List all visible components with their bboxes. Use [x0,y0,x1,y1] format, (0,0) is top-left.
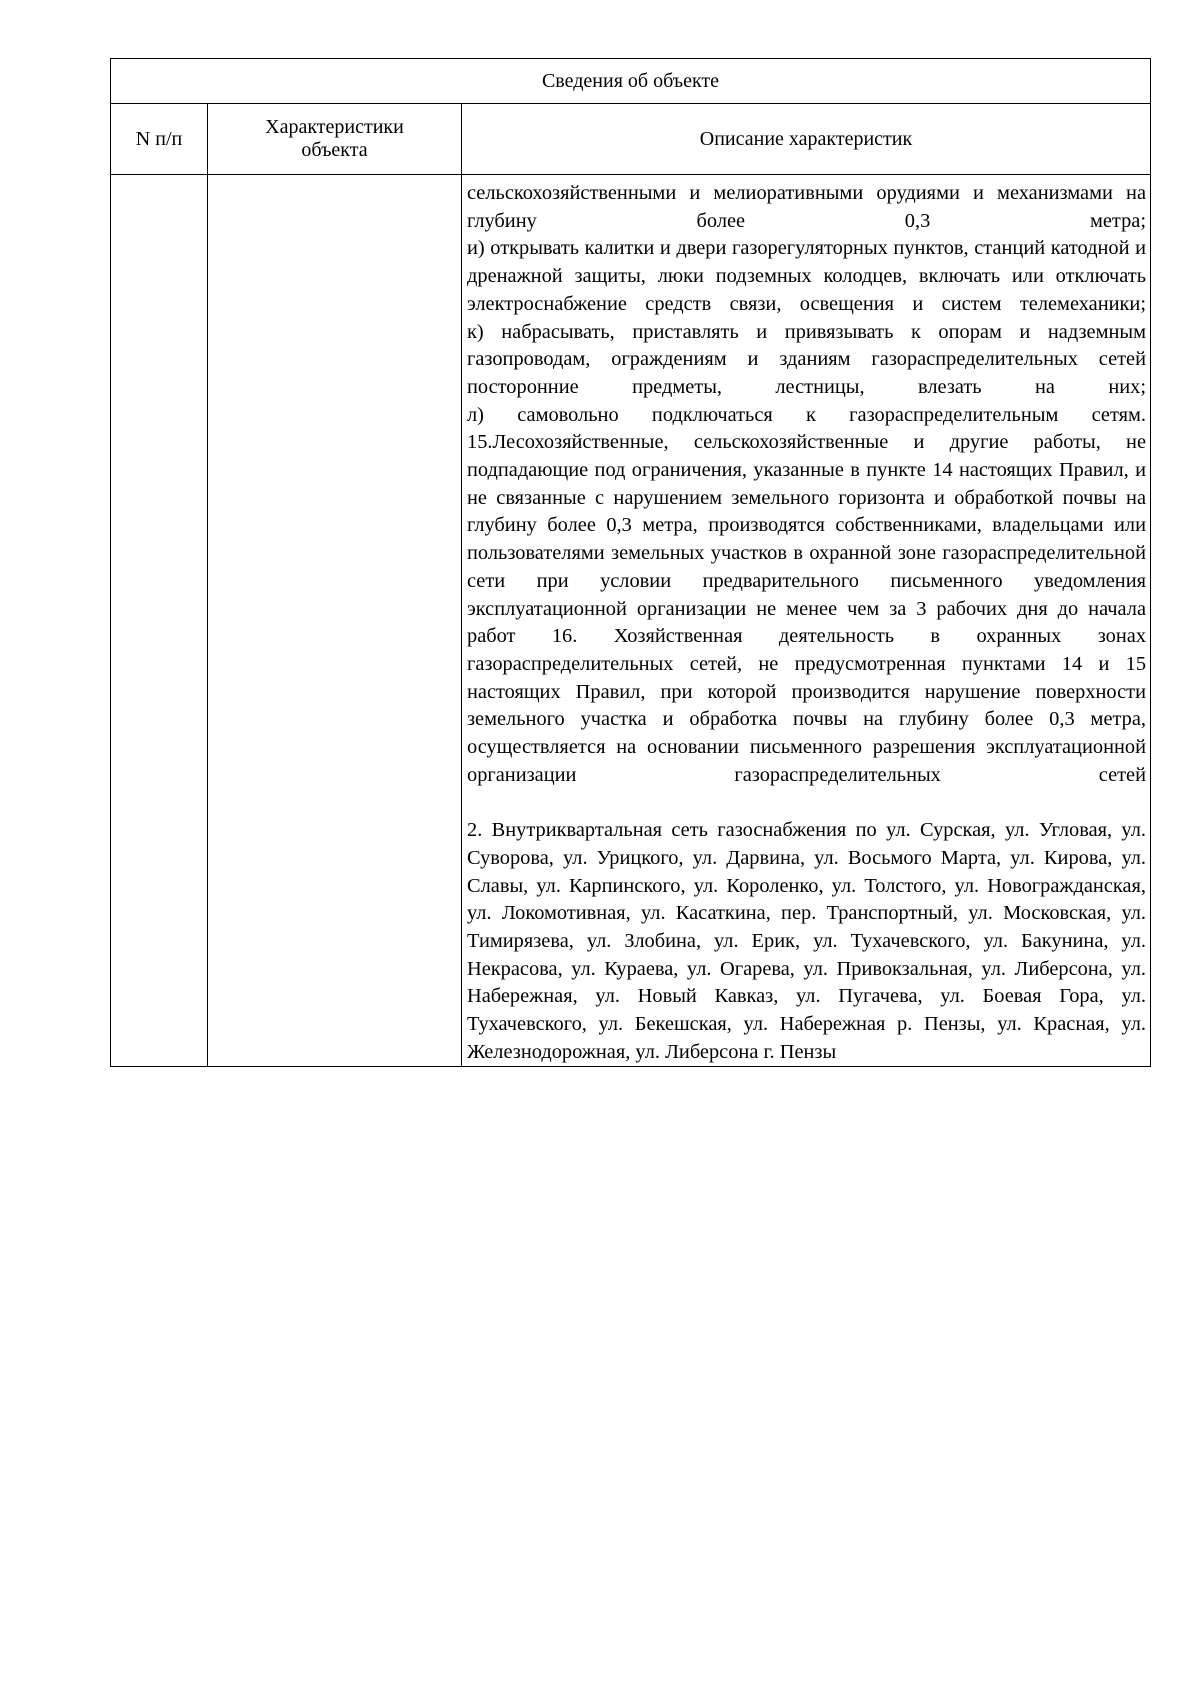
header-description: Описание характеристик [462,104,1151,175]
object-info-table [110,58,1151,1067]
description-paragraph: 2. Внутриквартальная сеть газоснабжения по ул. Сурская, ул. Угловая, ул. Суворова, ул. Урицкого, ул. Дарвина, ул. Восьмого Марта, ул. Кирова, ул. Славы, ул. Карпинского, ул. Короленко, ул. Толстого, ул. Новогражданская, ул. Локомотивная, ул. Касаткина, пер. Транспортный, ул. Московская, ул. Тимирязева, ул. Злобина, ул. Ерик, ул. Тухачевского, ул. Бакунина, ул. Некрасова, ул. Кураева, ул. Огарева, ул. Привокзальная, ул. Либерсона, ул. Набережная, ул. Новый Кавказ, ул. Пугачева, ул. Боевая Гора, ул. Тухачевского, ул. Бекешская, ул. Набережная р. Пензы, ул. Красная, ул. Железнодорожная, ул. Либерсона г. Пензы [467,819,1147,1063]
description-paragraph: л) самовольно подключаться к газораспределительным сетям. [467,403,1147,426]
header-characteristics-text: Характеристики объекта [265,116,404,161]
description-paragraph: к) набрасывать, приставлять и привязывать к опорам и надземным газопроводам, ограждениям и зданиям газораспределительных сетей посторонние предметы, лестницы, влезать на них; [467,320,1147,398]
table-caption: Сведения об объекте [111,59,1151,104]
row-characteristics-cell [208,175,462,1067]
header-number: N п/п [111,104,208,175]
header-characteristics [208,104,462,175]
description-paragraph: 15.Лесохозяйственные, сельскохозяйственные и другие работы, не подпадающие под ограничения, указанные в пункте 14 настоящих Правил, и не связанные с нарушением земельного горизонта и обработкой почвы на глубину более 0,3 метра, производятся собственниками, владельцами или пользователями земельных участков в охранной зоне газораспределительной сети при условии предварительного письменного уведомления эксплуатационной организации не менее чем за 3 рабочих дня до начала работ 16. Хозяйственная деятельность в охранных зонах газораспределительных сетей, не предусмотренная пунктами 14 и 15 настоящих Правил, при которой производится нарушение поверхности земельного участка и обработка почвы на глубину более 0,3 метра, осуществляется на основании письменного разрешения эксплуатационной организации газораспределительных сетей [467,431,1147,786]
header-row [111,104,1151,175]
row-number-cell [111,175,208,1067]
description-paragraph: сельскохозяйственными и мелиоративными орудиями и механизмами на глубину более 0,3 метра; [467,182,1147,232]
row-description-cell [462,175,1151,1067]
table-row [111,175,1151,1067]
caption-row [111,59,1151,104]
paragraph-spacer [467,789,1146,817]
description-paragraph: и) открывать калитки и двери газорегуляторных пунктов, станций катодной и дренажной защиты, люки подземных колодцев, включать или отключать электроснабжение средств связи, освещения и систем телемеханики; [467,237,1147,315]
